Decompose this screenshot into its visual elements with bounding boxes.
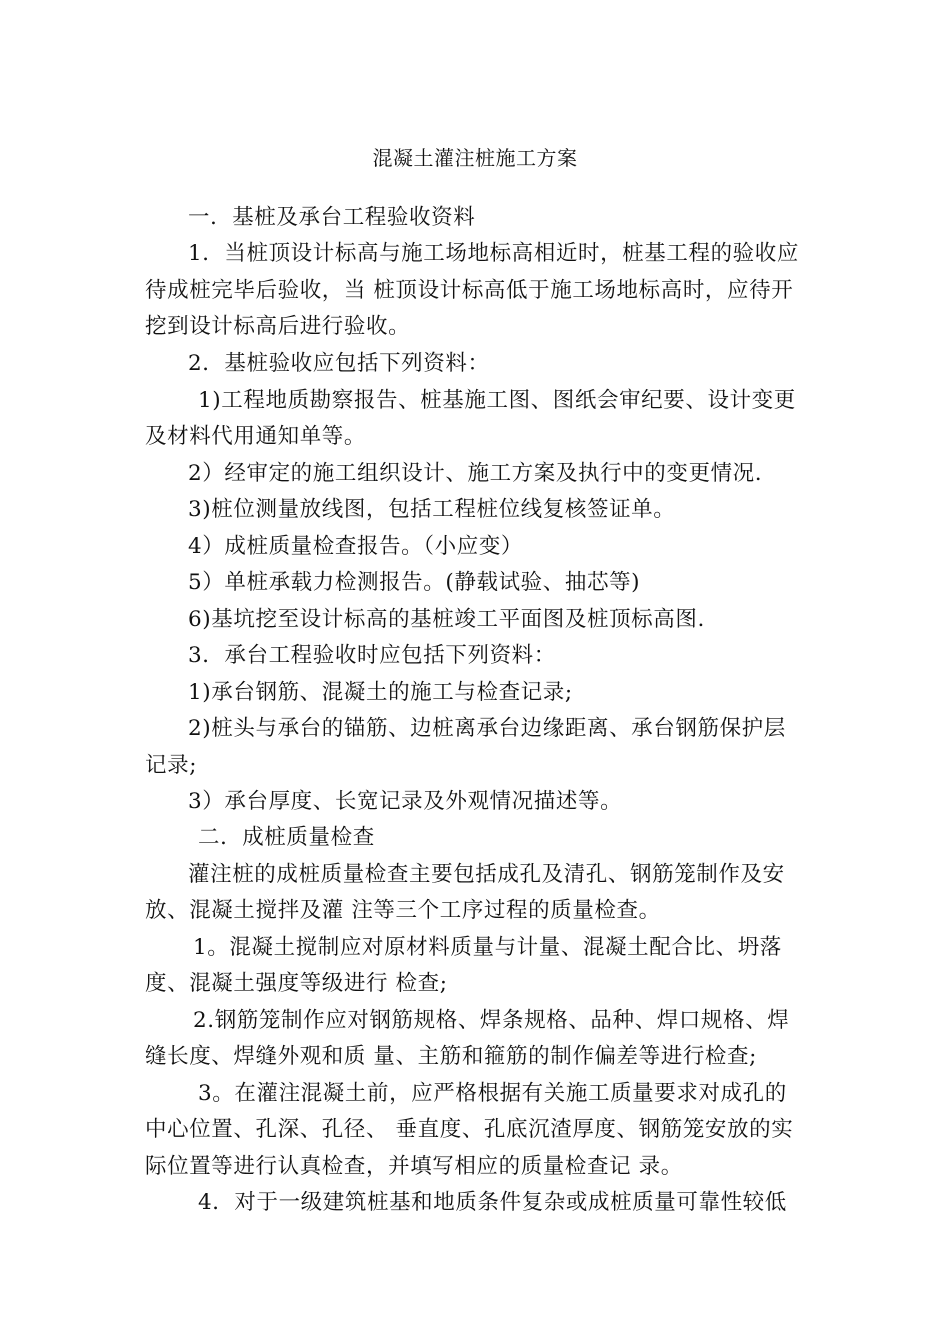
paragraph-line: 3)桩位测量放线图，包括工程桩位线复核签证单。 (188, 497, 676, 522)
paragraph-line: 4．对于一级建筑桩基和地质条件复杂或成桩质量可靠性较低 (198, 1190, 787, 1215)
section-heading: 二．成桩质量检查 (198, 825, 375, 850)
paragraph-line: 3。在灌注混凝土前，应严格根据有关施工质量要求对成孔的 (198, 1081, 787, 1106)
paragraph-line: 1)工程地质勘察报告、桩基施工图、图纸会审纪要、设计变更 (198, 388, 796, 413)
paragraph-line: 际位置等进行认真检查，并填写相应的质量检查记 录。 (145, 1154, 683, 1179)
paragraph-line: 1．当桩顶设计标高与施工场地标高相近时，桩基工程的验收应 (188, 241, 799, 266)
paragraph-line: 3．承台工程验收时应包括下列资料： (188, 643, 556, 668)
paragraph-line: 放、混凝土搅拌及灌 注等三个工序过程的质量检查。 (145, 898, 661, 923)
paragraph-line: 待成桩完毕后验收，当 桩顶设计标高低于施工场地标高时，应待开 (145, 278, 794, 303)
paragraph-line: 记录; (145, 753, 198, 778)
paragraph-line: 2.钢筋笼制作应对钢筋规格、焊条规格、品种、焊口规格、焊 (193, 1008, 790, 1033)
document-title: 混凝土灌注桩施工方案 (372, 146, 578, 170)
paragraph-line: 灌注桩的成桩质量检查主要包括成孔及清孔、钢筋笼制作及安 (188, 862, 785, 887)
paragraph-line: 度、混凝土强度等级进行 检查; (145, 971, 448, 996)
paragraph-line: 2）经审定的施工组织设计、施工方案及执行中的变更情况. (188, 461, 763, 486)
paragraph-line: 2．基桩验收应包括下列资料： (188, 351, 490, 376)
paragraph-line: 挖到设计标高后进行验收。 (145, 314, 411, 339)
paragraph-line: 5）单桩承载力检测报告。(静载试验、抽芯等) (188, 570, 641, 595)
paragraph-line: 及材料代用通知单等。 (145, 424, 367, 449)
paragraph-line: 1)承台钢筋、混凝土的施工与检查记录; (188, 680, 573, 705)
paragraph-line: 3）承台厚度、长宽记录及外观情况描述等。 (188, 789, 623, 814)
paragraph-line: 4）成桩质量检查报告。（小应变） (188, 534, 524, 559)
paragraph-line: 缝长度、焊缝外观和质 量、主筋和箍筋的制作偏差等进行检查; (145, 1044, 757, 1069)
paragraph-line: 中心位置、孔深、孔径、 垂直度、孔底沉渣厚度、钢筋笼安放的实 (145, 1117, 794, 1142)
section-heading: 一．基桩及承台工程验收资料 (188, 205, 476, 230)
paragraph-line: 2)桩头与承台的锚筋、边桩离承台边缘距离、承台钢筋保护层 (188, 716, 786, 741)
paragraph-line: 6)基坑挖至设计标高的基桩竣工平面图及桩顶标高图. (188, 607, 705, 632)
paragraph-line: 1。混凝土搅制应对原材料质量与计量、混凝土配合比、坍落 (193, 935, 782, 960)
